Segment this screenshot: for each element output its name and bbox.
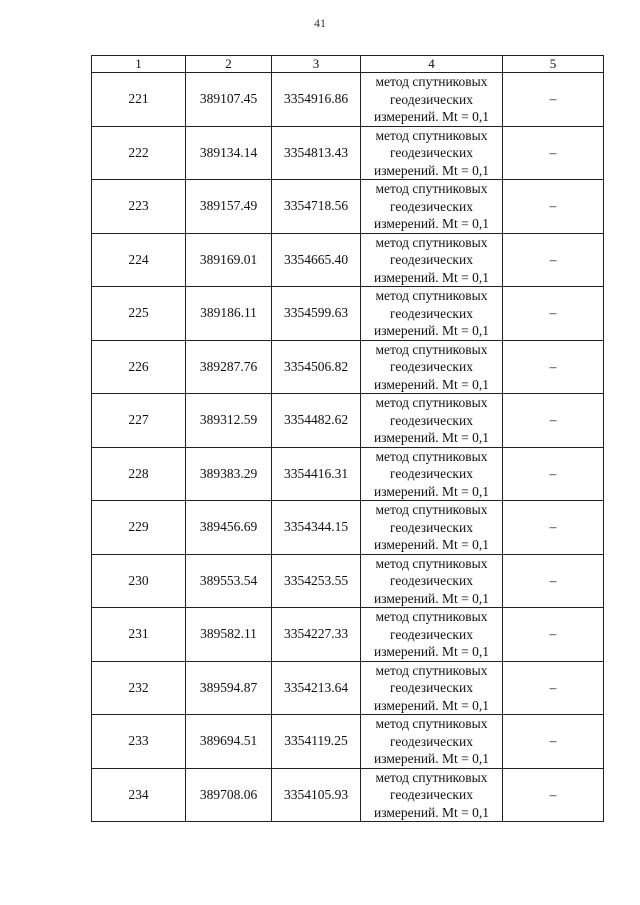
point-number-cell: 229 bbox=[92, 501, 186, 555]
method-line: геодезических bbox=[390, 412, 473, 428]
table-row bbox=[92, 73, 604, 127]
y-coordinate-cell: 3354599.63 bbox=[272, 287, 361, 341]
x-coordinate-cell: 389383.29 bbox=[186, 447, 272, 501]
point-number-cell: 230 bbox=[92, 554, 186, 608]
note-cell: – bbox=[503, 233, 604, 287]
method-cell bbox=[361, 608, 503, 662]
method-line: метод спутниковых bbox=[375, 74, 488, 89]
method-line: метод спутниковых bbox=[375, 662, 488, 678]
note-cell: – bbox=[503, 768, 604, 822]
method-line: измерений. Mt = 0,1 bbox=[373, 269, 490, 285]
y-coordinate-cell: 3354344.15 bbox=[272, 501, 361, 555]
point-number-cell: 222 bbox=[92, 126, 186, 180]
x-coordinate-cell: 389594.87 bbox=[186, 661, 272, 715]
table-row bbox=[92, 715, 604, 769]
y-coordinate-cell: 3354105.93 bbox=[272, 768, 361, 822]
method-line: метод спутниковых bbox=[375, 288, 488, 303]
note-cell: – bbox=[503, 608, 604, 662]
method-line: метод спутниковых bbox=[375, 127, 488, 143]
note-cell: – bbox=[503, 447, 604, 501]
point-number-cell: 226 bbox=[92, 340, 186, 394]
x-coordinate-cell: 389287.76 bbox=[186, 340, 272, 394]
table-row bbox=[92, 180, 604, 234]
table-row bbox=[92, 340, 604, 394]
table-header-row bbox=[92, 56, 604, 73]
method-line: измерений. Mt = 0,1 bbox=[373, 162, 490, 178]
x-coordinate-cell: 389312.59 bbox=[186, 394, 272, 448]
method-line: геодезических bbox=[390, 305, 473, 321]
method-line: измерений. Mt = 0,1 bbox=[373, 376, 490, 392]
method-line: метод спутниковых bbox=[375, 234, 488, 250]
point-number-cell: 228 bbox=[92, 447, 186, 501]
method-line: измерений. Mt = 0,1 bbox=[373, 323, 490, 338]
x-coordinate-cell: 389157.49 bbox=[186, 180, 272, 234]
coordinates-table bbox=[91, 55, 604, 822]
method-cell bbox=[361, 180, 503, 234]
method-line: геодезических bbox=[390, 145, 473, 160]
method-cell bbox=[361, 287, 503, 341]
method-line: геодезических bbox=[390, 680, 473, 695]
note-cell: – bbox=[503, 554, 604, 608]
point-number-cell: 225 bbox=[92, 287, 186, 341]
y-coordinate-cell: 3354813.43 bbox=[272, 126, 361, 180]
method-cell bbox=[361, 501, 503, 555]
method-cell bbox=[361, 233, 503, 287]
table-row bbox=[92, 447, 604, 501]
x-coordinate-cell: 389708.06 bbox=[186, 768, 272, 822]
note-cell: – bbox=[503, 394, 604, 448]
method-cell bbox=[361, 447, 503, 501]
point-number-cell: 232 bbox=[92, 661, 186, 715]
table-row bbox=[92, 661, 604, 715]
y-coordinate-cell: 3354119.25 bbox=[272, 715, 361, 769]
column-header: 2 bbox=[186, 56, 272, 73]
method-cell bbox=[361, 768, 503, 822]
x-coordinate-cell: 389186.11 bbox=[186, 287, 272, 341]
y-coordinate-cell: 3354916.86 bbox=[272, 73, 361, 127]
method-line: измерений. Mt = 0,1 bbox=[373, 537, 490, 552]
y-coordinate-cell: 3354482.62 bbox=[272, 394, 361, 448]
method-line: метод спутниковых bbox=[375, 555, 488, 571]
method-line: метод спутниковых bbox=[375, 609, 488, 624]
x-coordinate-cell: 389169.01 bbox=[186, 233, 272, 287]
note-cell: – bbox=[503, 715, 604, 769]
x-coordinate-cell: 389107.45 bbox=[186, 73, 272, 127]
method-cell bbox=[361, 554, 503, 608]
table-row bbox=[92, 501, 604, 555]
y-coordinate-cell: 3354665.40 bbox=[272, 233, 361, 287]
method-line: метод спутниковых bbox=[375, 181, 488, 196]
method-line: геодезических bbox=[390, 198, 473, 214]
column-header: 1 bbox=[92, 56, 186, 73]
note-cell: – bbox=[503, 287, 604, 341]
y-coordinate-cell: 3354253.55 bbox=[272, 554, 361, 608]
y-coordinate-cell: 3354506.82 bbox=[272, 340, 361, 394]
method-line: метод спутниковых bbox=[375, 448, 488, 464]
note-cell: – bbox=[503, 501, 604, 555]
y-coordinate-cell: 3354213.64 bbox=[272, 661, 361, 715]
column-header: 5 bbox=[503, 56, 604, 73]
method-line: геодезических bbox=[390, 91, 473, 107]
method-line: метод спутниковых bbox=[375, 341, 488, 357]
x-coordinate-cell: 389553.54 bbox=[186, 554, 272, 608]
x-coordinate-cell: 389582.11 bbox=[186, 608, 272, 662]
x-coordinate-cell: 389694.51 bbox=[186, 715, 272, 769]
table-row bbox=[92, 287, 604, 341]
table-row bbox=[92, 394, 604, 448]
method-cell bbox=[361, 126, 503, 180]
note-cell: – bbox=[503, 340, 604, 394]
method-line: измерений. Mt = 0,1 bbox=[373, 804, 490, 820]
y-coordinate-cell: 3354227.33 bbox=[272, 608, 361, 662]
method-line: измерений. Mt = 0,1 bbox=[373, 697, 490, 713]
point-number-cell: 233 bbox=[92, 715, 186, 769]
method-line: геодезических bbox=[390, 252, 473, 267]
point-number-cell: 231 bbox=[92, 608, 186, 662]
point-number-cell: 227 bbox=[92, 394, 186, 448]
column-header: 3 bbox=[272, 56, 361, 73]
method-line: измерений. Mt = 0,1 bbox=[373, 644, 490, 659]
point-number-cell: 221 bbox=[92, 73, 186, 127]
method-line: измерений. Mt = 0,1 bbox=[373, 751, 490, 766]
table-row bbox=[92, 233, 604, 287]
method-line: геодезических bbox=[390, 519, 473, 535]
x-coordinate-cell: 389134.14 bbox=[186, 126, 272, 180]
method-line: измерений. Mt = 0,1 bbox=[373, 430, 490, 445]
method-line: метод спутниковых bbox=[375, 769, 488, 785]
point-number-cell: 234 bbox=[92, 768, 186, 822]
note-cell: – bbox=[503, 661, 604, 715]
note-cell: – bbox=[503, 73, 604, 127]
method-cell bbox=[361, 73, 503, 127]
table-row bbox=[92, 768, 604, 822]
method-line: геодезических bbox=[390, 733, 473, 749]
note-cell: – bbox=[503, 126, 604, 180]
table-row bbox=[92, 608, 604, 662]
method-line: измерений. Mt = 0,1 bbox=[373, 483, 490, 499]
y-coordinate-cell: 3354718.56 bbox=[272, 180, 361, 234]
method-line: геодезических bbox=[390, 787, 473, 802]
table-row bbox=[92, 554, 604, 608]
page-number: 41 bbox=[314, 16, 326, 30]
method-line: метод спутниковых bbox=[375, 395, 488, 410]
x-coordinate-cell: 389456.69 bbox=[186, 501, 272, 555]
point-number-cell: 224 bbox=[92, 233, 186, 287]
method-line: геодезических bbox=[390, 359, 473, 374]
method-cell bbox=[361, 715, 503, 769]
method-cell bbox=[361, 394, 503, 448]
method-line: геодезических bbox=[390, 573, 473, 588]
column-header: 4 bbox=[361, 56, 503, 73]
table-row bbox=[92, 126, 604, 180]
point-number-cell: 223 bbox=[92, 180, 186, 234]
note-cell: – bbox=[503, 180, 604, 234]
method-line: измерений. Mt = 0,1 bbox=[373, 109, 490, 124]
method-line: измерений. Mt = 0,1 bbox=[373, 590, 490, 606]
method-cell bbox=[361, 661, 503, 715]
method-line: метод спутниковых bbox=[375, 502, 488, 517]
y-coordinate-cell: 3354416.31 bbox=[272, 447, 361, 501]
method-line: геодезических bbox=[390, 626, 473, 642]
method-line: геодезических bbox=[390, 466, 473, 481]
method-line: метод спутниковых bbox=[375, 716, 488, 731]
method-line: измерений. Mt = 0,1 bbox=[373, 216, 490, 231]
method-cell bbox=[361, 340, 503, 394]
